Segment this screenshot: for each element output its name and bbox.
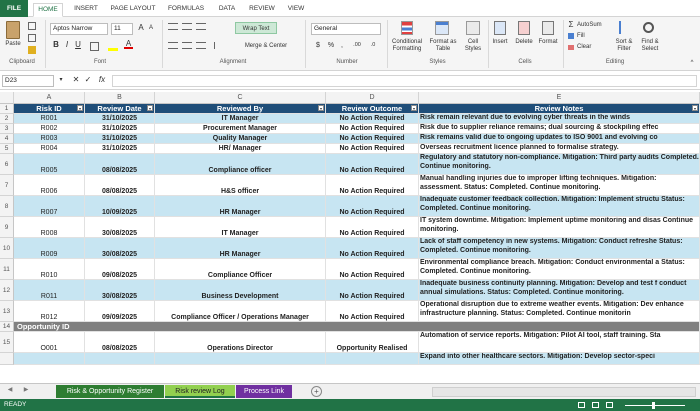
table-cell[interactable]: IT Manager xyxy=(155,114,326,124)
table-cell[interactable]: Procurement Manager xyxy=(155,124,326,134)
name-box-dropdown-icon[interactable]: ▾ xyxy=(59,77,63,83)
table-cell[interactable]: Automation of service reports. Mitigation: Pilot AI tool, staff training. Sta xyxy=(419,332,700,353)
header-reviewed-by[interactable]: Reviewed By xyxy=(155,104,326,114)
conditional-formatting-button[interactable]: Conditional Formatting xyxy=(391,39,423,52)
table-cell[interactable]: HR Manager xyxy=(155,238,326,259)
table-cell[interactable]: Environmental compliance breach. Mitigation: Conduct environmental a Status: Completed. Continue monitoring. xyxy=(419,259,700,280)
separator xyxy=(305,20,306,68)
wrap-text-button[interactable]: Wrap Text xyxy=(235,22,277,34)
add-sheet-icon[interactable]: + xyxy=(311,386,322,397)
row-header[interactable]: 7 xyxy=(0,175,14,196)
sheet-tab-risk-opportunity-register[interactable]: Risk & Opportunity Register xyxy=(56,385,164,398)
table-cell[interactable]: 08/08/2025 xyxy=(85,175,155,196)
tab-view[interactable]: VIEW xyxy=(287,5,305,12)
bottom-align-icon[interactable] xyxy=(196,23,206,30)
insert-cells-icon[interactable] xyxy=(494,21,506,35)
table-cell[interactable]: R001 xyxy=(14,114,85,124)
ribbon xyxy=(0,17,700,71)
worksheet-grid xyxy=(0,92,700,382)
name-box[interactable]: D23 xyxy=(2,75,54,87)
table-cell[interactable]: HR/ Manager xyxy=(155,144,326,154)
row-header[interactable]: 4 xyxy=(0,134,14,144)
row-header[interactable]: 10 xyxy=(0,238,14,259)
font-color-icon[interactable]: A xyxy=(125,39,132,48)
table-cell[interactable]: Business Development xyxy=(155,280,326,301)
group-editing-label: Editing xyxy=(605,59,625,65)
fill-icon[interactable] xyxy=(568,33,574,39)
align-right-icon[interactable] xyxy=(196,42,206,49)
table-cell[interactable]: Compliance Officer xyxy=(155,259,326,280)
row-header[interactable]: 15 xyxy=(0,332,14,353)
horizontal-scrollbar[interactable] xyxy=(432,387,696,397)
decrease-decimal-icon[interactable]: .0 xyxy=(370,42,376,48)
table-cell[interactable] xyxy=(155,353,326,365)
table-cell[interactable]: R008 xyxy=(14,217,85,238)
sheet-tab-bar xyxy=(0,383,700,399)
table-cell[interactable]: R011 xyxy=(14,280,85,301)
clear-icon[interactable] xyxy=(568,45,574,50)
underline-icon[interactable]: U xyxy=(75,40,81,49)
table-cell[interactable]: R007 xyxy=(14,196,85,217)
table-cell[interactable]: IT system downtime. Mitigation: Implement uptime monitoring and disas Continue monitoring. xyxy=(419,217,700,238)
table-cell[interactable] xyxy=(326,353,419,365)
font-name-select[interactable]: Aptos Narrow xyxy=(50,23,108,35)
find-select-button[interactable]: Find & Select xyxy=(641,39,659,52)
copy-icon[interactable] xyxy=(28,34,36,42)
header-review-date[interactable]: Review Date xyxy=(85,104,155,114)
row-header[interactable]: 3 xyxy=(0,124,14,134)
column-header-e[interactable]: E xyxy=(419,92,700,104)
cell-styles-button[interactable]: Cell Styles xyxy=(464,39,482,52)
table-cell[interactable]: No Action Required xyxy=(326,301,419,322)
table-cell[interactable]: 09/08/2025 xyxy=(85,259,155,280)
table-cell[interactable] xyxy=(85,353,155,365)
page-layout-view-icon[interactable] xyxy=(592,402,599,408)
format-button[interactable]: Format xyxy=(538,39,558,45)
scroll-first-sheet-icon[interactable]: ◀ xyxy=(7,387,13,393)
status-ready: READY xyxy=(4,401,27,408)
row-header[interactable]: 13 xyxy=(0,301,14,322)
number-format-select[interactable]: General xyxy=(311,23,381,35)
zoom-slider[interactable] xyxy=(625,405,685,406)
filter-dropdown-icon[interactable] xyxy=(147,105,153,111)
separator xyxy=(45,20,46,68)
row-header[interactable]: 11 xyxy=(0,259,14,280)
table-cell[interactable]: 30/08/2025 xyxy=(85,238,155,259)
row-header[interactable]: 14 xyxy=(0,322,14,332)
sheet-tab-process-link[interactable]: Process Link xyxy=(236,385,292,398)
currency-icon[interactable]: $ xyxy=(316,42,320,49)
table-cell[interactable]: Quality Manager xyxy=(155,134,326,144)
comma-icon[interactable]: , xyxy=(341,42,343,49)
bold-icon[interactable]: B xyxy=(53,40,59,49)
italic-icon[interactable]: I xyxy=(65,40,69,49)
section-header-opportunity[interactable]: Opportunity ID xyxy=(14,322,700,332)
ribbon-tab-bar xyxy=(0,0,700,17)
table-cell[interactable]: Operations Director xyxy=(155,332,326,353)
formula-bar xyxy=(0,72,700,90)
table-cell[interactable]: R006 xyxy=(14,175,85,196)
separator xyxy=(162,20,163,68)
cell-styles-icon[interactable] xyxy=(466,21,480,35)
group-styles-label: Styles xyxy=(429,59,446,65)
table-cell[interactable]: O001 xyxy=(14,332,85,353)
table-cell[interactable]: Compliance Officer / Operations Manager xyxy=(155,301,326,322)
filter-dropdown-icon[interactable] xyxy=(411,105,417,111)
group-number-label: Number xyxy=(336,59,358,65)
table-cell[interactable]: R010 xyxy=(14,259,85,280)
select-all-corner[interactable] xyxy=(0,92,14,104)
tab-home[interactable]: HOME xyxy=(33,3,63,17)
group-font-label: Font xyxy=(93,59,106,65)
align-center-icon[interactable] xyxy=(182,42,192,49)
merge-center-button[interactable]: Merge & Center xyxy=(244,43,288,49)
separator xyxy=(563,20,564,68)
table-cell[interactable]: Lack of staff competency in new systems. Mitigation: Conduct refreshe Status: Completed. Continue monitoring. xyxy=(419,238,700,259)
table-cell[interactable]: No Action Required xyxy=(326,217,419,238)
scroll-last-sheet-icon[interactable]: ▶ xyxy=(23,387,29,393)
table-cell[interactable]: Expand into other healthcare sectors. Mitigation: Develop sector-speci xyxy=(419,353,700,365)
filter-dropdown-icon[interactable] xyxy=(318,105,324,111)
row-header[interactable]: 6 xyxy=(0,154,14,175)
table-cell[interactable]: Opportunity Realised xyxy=(326,332,419,353)
grow-font-icon[interactable]: A xyxy=(138,23,144,32)
tab-insert[interactable]: INSERT xyxy=(74,5,98,12)
table-cell[interactable]: No Action Required xyxy=(326,114,419,124)
table-cell[interactable]: R004 xyxy=(14,144,85,154)
shrink-font-icon[interactable]: A xyxy=(148,25,153,31)
collapse-ribbon-icon[interactable]: ^ xyxy=(690,60,694,66)
row-header[interactable]: 12 xyxy=(0,280,14,301)
formula-input[interactable] xyxy=(112,75,697,87)
table-cell[interactable]: No Action Required xyxy=(326,259,419,280)
sort-filter-icon[interactable] xyxy=(619,21,629,34)
sheet-tab-risk-review-log[interactable]: Risk review Log xyxy=(165,385,235,398)
table-cell[interactable]: No Action Required xyxy=(326,124,419,134)
autosum-icon[interactable]: Σ xyxy=(568,20,574,29)
table-cell[interactable]: Operational disruption due to extreme weather events. Mitigation: Dev enhance infrastructure planning. Status: Completed. Continue monitorin xyxy=(419,301,700,322)
find-select-icon[interactable] xyxy=(643,22,654,33)
table-cell[interactable]: No Action Required xyxy=(326,134,419,144)
row-header[interactable]: 9 xyxy=(0,217,14,238)
column-header-c[interactable]: C xyxy=(155,92,326,104)
tab-review[interactable]: REVIEW xyxy=(249,5,275,12)
header-risk-id[interactable]: Risk ID xyxy=(14,104,85,114)
header-review-outcome[interactable]: Review Outcome xyxy=(326,104,419,114)
group-cells-label: Cells xyxy=(518,59,532,65)
table-cell[interactable]: Manual handling injuries due to improper lifting techniques. Mitigation: assessment. Status: Completed. Continue monitoring. xyxy=(419,175,700,196)
table-cell[interactable]: Regulatory and statutory non-compliance. Mitigation: Third party audits Completed. Continue monitoring. xyxy=(419,154,700,175)
table-cell[interactable]: HR Manager xyxy=(155,196,326,217)
fill-color-icon[interactable] xyxy=(108,42,118,51)
row-header[interactable]: 5 xyxy=(0,144,14,154)
clear-button[interactable]: Clear xyxy=(577,44,592,50)
table-cell[interactable]: H&S officer xyxy=(155,175,326,196)
row-header[interactable] xyxy=(0,353,14,365)
table-cell[interactable]: 31/10/2025 xyxy=(85,124,155,134)
table-cell[interactable]: 09/09/2025 xyxy=(85,301,155,322)
align-left-icon[interactable] xyxy=(168,42,178,49)
format-painter-icon[interactable] xyxy=(28,46,36,54)
normal-view-icon[interactable] xyxy=(578,402,585,408)
table-cell[interactable]: Risk remains valid due to ongoing updates to ISO 9001 and evolving co xyxy=(419,134,700,144)
top-align-icon[interactable] xyxy=(168,23,178,30)
filter-dropdown-icon[interactable] xyxy=(692,105,698,111)
table-cell[interactable]: Overseas recruitment licence planned to formalise strategy. xyxy=(419,144,700,154)
table-cell[interactable]: 30/08/2025 xyxy=(85,217,155,238)
font-size-select[interactable]: 11 xyxy=(111,23,133,35)
delete-button[interactable]: Delete xyxy=(515,39,533,45)
column-header-a[interactable]: A xyxy=(14,92,85,104)
table-cell[interactable]: No Action Required xyxy=(326,196,419,217)
indent-icon[interactable] xyxy=(214,42,224,49)
row-header[interactable]: 8 xyxy=(0,196,14,217)
table-cell[interactable]: R012 xyxy=(14,301,85,322)
format-as-table-button[interactable]: Format as Table xyxy=(429,39,457,52)
fill-button[interactable]: Fill xyxy=(577,33,585,39)
format-cells-icon[interactable] xyxy=(542,21,554,35)
cut-icon[interactable] xyxy=(28,22,36,30)
tab-file[interactable]: FILE xyxy=(0,0,28,17)
row-header[interactable]: 1 xyxy=(0,104,14,114)
table-cell[interactable]: No Action Required xyxy=(326,144,419,154)
table-cell[interactable]: Compliance officer xyxy=(155,154,326,175)
table-cell[interactable]: R003 xyxy=(14,134,85,144)
percent-icon[interactable]: % xyxy=(327,42,335,49)
table-cell[interactable]: No Action Required xyxy=(326,175,419,196)
table-cell[interactable]: No Action Required xyxy=(326,280,419,301)
sort-filter-button[interactable]: Sort & Filter xyxy=(615,39,633,52)
table-cell[interactable] xyxy=(14,353,85,365)
paste-button[interactable]: Paste xyxy=(5,41,21,47)
table-cell[interactable]: Inadequate business continuity planning. Mitigation: Develop and test f conduct annual simulations. Status: Completed. Continue monitoring. xyxy=(419,280,700,301)
table-cell[interactable]: 31/10/2025 xyxy=(85,134,155,144)
group-clipboard-label: Clipboard xyxy=(9,59,35,65)
column-header-b[interactable]: B xyxy=(85,92,155,104)
tab-page-layout[interactable]: PAGE LAYOUT xyxy=(110,5,156,12)
format-as-table-icon[interactable] xyxy=(435,21,449,35)
page-break-view-icon[interactable] xyxy=(606,402,613,408)
separator xyxy=(387,20,388,68)
table-cell[interactable]: 31/10/2025 xyxy=(85,114,155,124)
row-header[interactable]: 2 xyxy=(0,114,14,124)
increase-decimal-icon[interactable]: .00 xyxy=(353,42,361,48)
table-cell[interactable]: 08/08/2025 xyxy=(85,154,155,175)
header-review-notes[interactable]: Review Notes xyxy=(419,104,700,114)
zoom-slider-thumb[interactable] xyxy=(652,402,655,409)
tab-data[interactable]: DATA xyxy=(218,5,236,12)
insert-button[interactable]: Insert xyxy=(492,39,508,45)
column-header-d[interactable]: D xyxy=(326,92,419,104)
enter-icon[interactable]: ✓ xyxy=(84,75,92,84)
table-cell[interactable]: No Action Required xyxy=(326,154,419,175)
table-cell[interactable]: Risk remain relevant due to evolving cyber threats in the winds xyxy=(419,114,700,124)
table-cell[interactable]: R005 xyxy=(14,154,85,175)
table-cell[interactable]: 30/08/2025 xyxy=(85,280,155,301)
autosum-button[interactable]: AutoSum xyxy=(577,22,602,28)
conditional-formatting-icon[interactable] xyxy=(401,21,413,35)
table-cell[interactable]: 08/08/2025 xyxy=(85,332,155,353)
table-cell[interactable]: R009 xyxy=(14,238,85,259)
filter-dropdown-icon[interactable] xyxy=(77,105,83,111)
status-bar xyxy=(0,399,700,411)
table-cell[interactable]: R002 xyxy=(14,124,85,134)
table-cell[interactable]: Risk due to supplier reliance remains; dual sourcing & stockpiling effec xyxy=(419,124,700,134)
table-cell[interactable]: Inadequate customer feedback collection. Mitigation: Implement structu Status: Completed. Continue monitoring. xyxy=(419,196,700,217)
cancel-icon[interactable]: ✕ xyxy=(72,75,80,84)
delete-cells-icon[interactable] xyxy=(518,21,530,35)
table-cell[interactable]: 10/09/2025 xyxy=(85,196,155,217)
borders-icon[interactable] xyxy=(90,42,99,51)
table-cell[interactable]: 31/10/2025 xyxy=(85,144,155,154)
table-cell[interactable]: No Action Required xyxy=(326,238,419,259)
middle-align-icon[interactable] xyxy=(182,23,192,30)
table-cell[interactable]: IT Manager xyxy=(155,217,326,238)
insert-function-icon[interactable]: fx xyxy=(98,75,106,84)
tab-formulas[interactable]: FORMULAS xyxy=(167,5,205,12)
paste-icon[interactable] xyxy=(6,21,20,39)
group-alignment-label: Alignment xyxy=(219,59,247,65)
